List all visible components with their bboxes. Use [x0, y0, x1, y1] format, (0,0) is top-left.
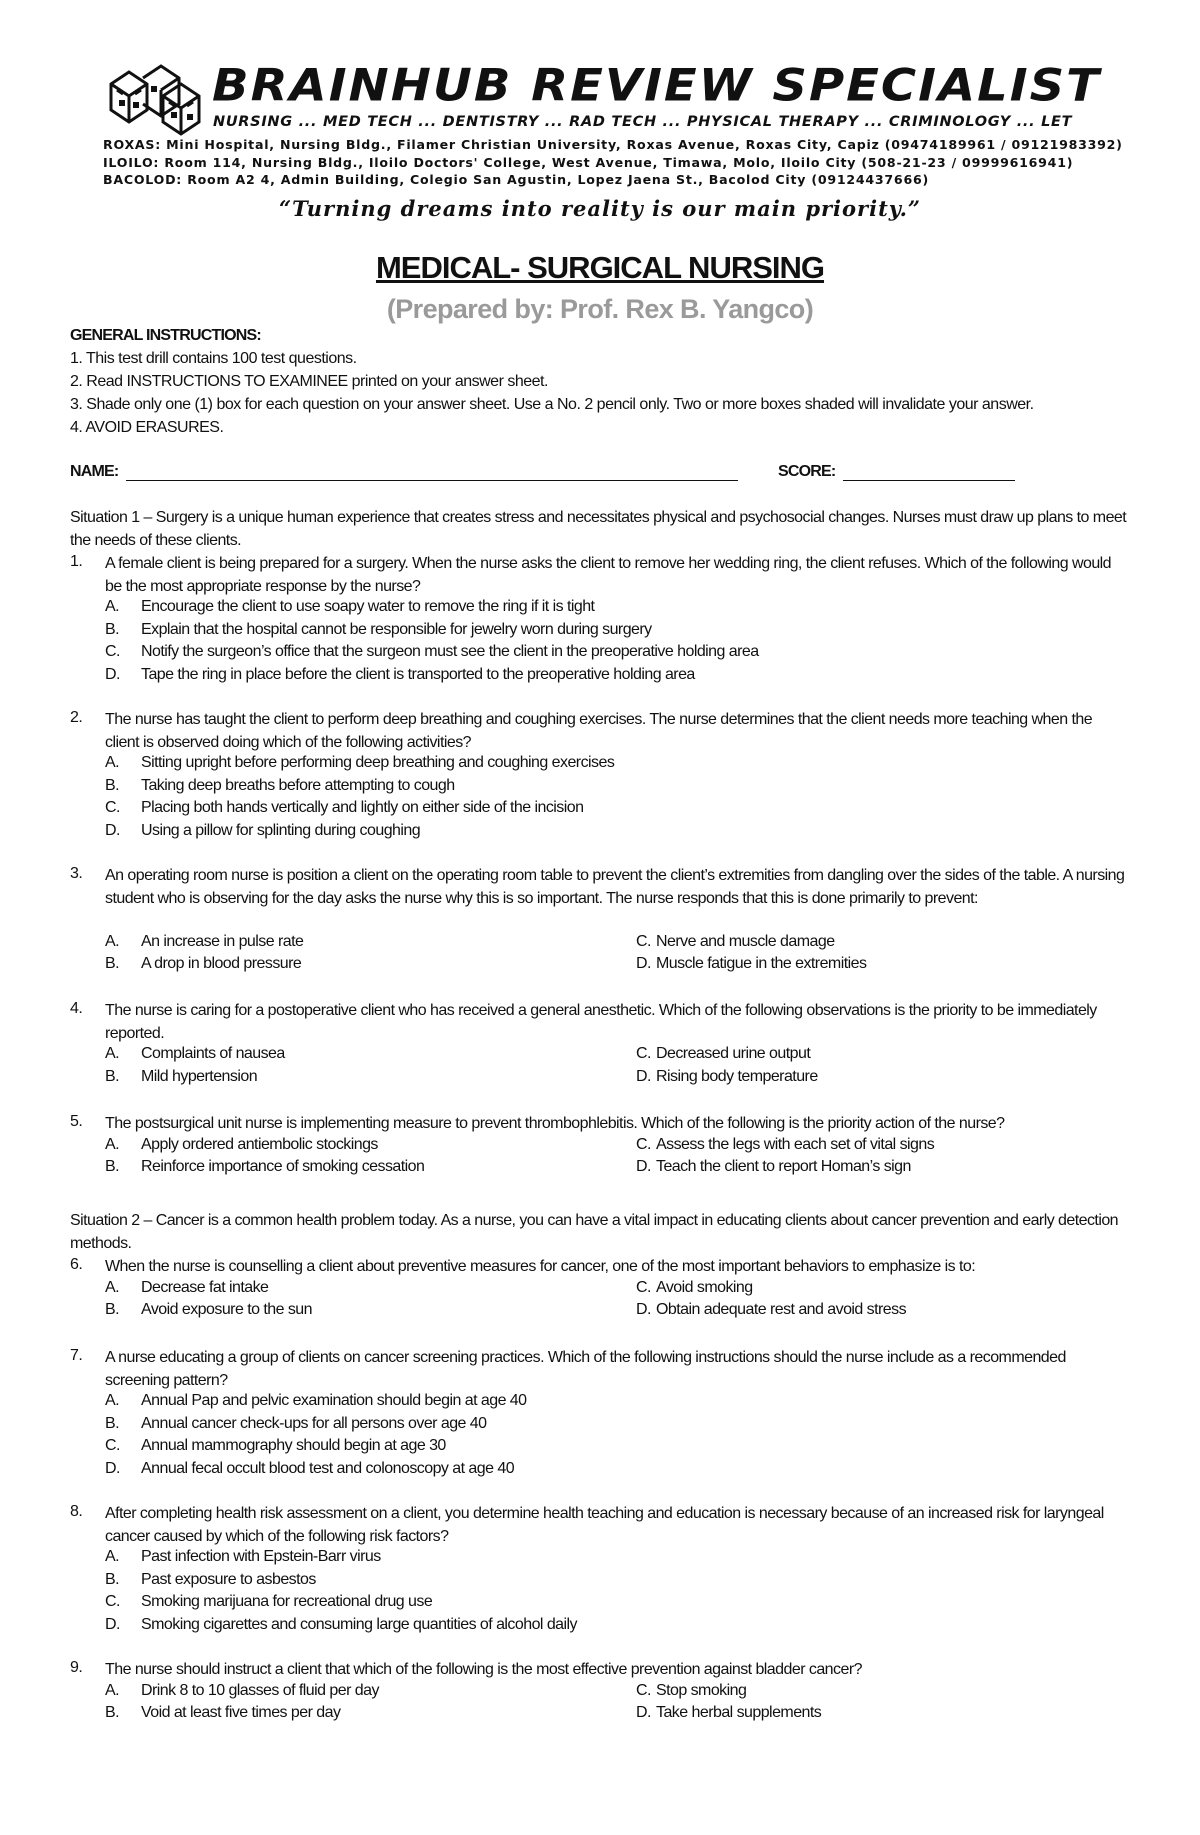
option-text: Annual cancer check-ups for all persons over age 40 — [141, 1414, 487, 1432]
question-stem: The nurse has taught the client to perform deep breathing and coughing exercises. The nurse determines that the client needs more teaching when the client is observed doing which of the following activities? — [105, 711, 1093, 751]
brain-cube-logo-icon — [103, 60, 207, 140]
option-letter: D. — [105, 666, 120, 683]
option-text: Take herbal supplements — [656, 1704, 822, 1722]
tagline: “Turning dreams into reality is our main priority.” — [279, 196, 921, 221]
course-list: NURSING ... MED TECH ... DENTISTRY ... RAD TECH ... PHYSICAL THERAPY ... CRIMINOLOGY ... LET — [213, 114, 1073, 130]
option-letter: C. — [636, 932, 651, 950]
option-text: Teach the client to report Homan’s sign — [656, 1158, 911, 1176]
option-letter: B. — [105, 620, 120, 638]
question-number: 9. — [70, 1659, 83, 1676]
general-instructions-heading: GENERAL INSTRUCTIONS: — [70, 327, 261, 344]
option-text: Smoking cigarettes and consuming large quantities of alcohol daily — [141, 1616, 577, 1633]
option-letter: A. — [105, 932, 120, 950]
option-letter: C. — [636, 1681, 651, 1699]
name-label: NAME: — [70, 463, 119, 480]
option-letter: B. — [105, 1158, 120, 1176]
question-stem: A nurse educating a group of clients on cancer screening practices. Which of the following instructions should the nurse include as a recommended screening pattern? — [105, 1349, 1066, 1389]
option-letter: A. — [105, 1392, 120, 1410]
option-text: Complaints of nausea — [141, 1045, 285, 1063]
question-stem: The nurse should instruct a client that which of the following is the most effective prevention against bladder cancer? — [105, 1661, 862, 1678]
option-text: Annual fecal occult blood test and colonoscopy at age 40 — [141, 1460, 515, 1477]
question-number: 1. — [70, 553, 83, 570]
option-letter: C. — [636, 1135, 651, 1153]
option-text: Annual Pap and pelvic examination should begin at age 40 — [141, 1392, 527, 1410]
option-letter: D. — [636, 1301, 651, 1319]
question-number: 2. — [70, 709, 83, 726]
instruction-3: 3. Shade only one (1) box for each question on your answer sheet. Use a No. 2 pencil only. Two or more boxes shaded will invalidate your answer. — [70, 396, 1034, 413]
instruction-2: 2. Read INSTRUCTIONS TO EXAMINEE printed on your answer sheet. — [70, 373, 548, 390]
option-letter: D. — [636, 955, 651, 973]
option-text: Reinforce importance of smoking cessation — [141, 1158, 425, 1176]
question-number: 6. — [70, 1256, 83, 1273]
option-letter: C. — [636, 1278, 651, 1296]
option-text: Annual mammography should begin at age 30 — [141, 1437, 446, 1455]
exam-title: MEDICAL- SURGICAL NURSING — [375, 250, 825, 285]
score-field-line[interactable] — [843, 480, 1015, 481]
option-text: Using a pillow for splinting during coughing — [141, 822, 421, 839]
option-letter: C. — [636, 1045, 651, 1063]
option-letter: C. — [105, 1437, 120, 1455]
name-field-line[interactable] — [126, 480, 738, 481]
option-letter: B. — [105, 1704, 120, 1722]
situation-2: Situation 2 – Cancer is a common health problem today. As a nurse, you can have a vital impact in educating clients about cancer prevention and early detection methods. — [70, 1212, 1119, 1252]
option-letter: B. — [105, 1570, 120, 1588]
option-letter: A. — [105, 1548, 120, 1566]
score-label: SCORE: — [778, 463, 836, 480]
option-text: Encourage the client to use soapy water to remove the ring if it is tight — [141, 598, 595, 616]
address-bacolod: BACOLOD: Room A2 4, Admin Building, Colegio San Agustin, Lopez Jaena St., Bacolod City (09124437666) — [103, 172, 929, 187]
option-letter: D. — [636, 1158, 651, 1176]
option-text: Avoid exposure to the sun — [141, 1301, 312, 1319]
option-letter: D. — [636, 1067, 651, 1085]
option-text: Muscle fatigue in the extremities — [656, 955, 867, 973]
option-text: Mild hypertension — [141, 1067, 258, 1085]
instruction-1: 1. This test drill contains 100 test questions. — [70, 350, 357, 367]
option-letter: B. — [105, 955, 120, 973]
question-stem: The postsurgical unit nurse is implementing measure to prevent thrombophlebitis. Which of the following is the priority action of the nurse? — [105, 1115, 1005, 1132]
situation-1: Situation 1 – Surgery is a unique human experience that creates stress and necessitates physical and psychosocial changes. Nurses must draw up plans to meet the needs of these clients. — [70, 509, 1127, 549]
option-text: Void at least five times per day — [141, 1704, 341, 1722]
question-number: 8. — [70, 1503, 83, 1520]
option-text: Past infection with Epstein-Barr virus — [141, 1548, 381, 1566]
option-text: A drop in blood pressure — [141, 955, 302, 973]
option-text: Notify the surgeon’s office that the surgeon must see the client in the preoperative holding area — [141, 643, 759, 661]
option-text: Avoid smoking — [656, 1278, 753, 1296]
option-text: Tape the ring in place before the client is transported to the preoperative holding area — [141, 666, 695, 683]
question-stem: The nurse is caring for a postoperative client who has received a general anesthetic. Which of the following observations is the priority to be immediately reported. — [105, 1002, 1097, 1042]
question-number: 4. — [70, 1000, 83, 1017]
option-letter: B. — [105, 776, 120, 794]
option-letter: B. — [105, 1414, 120, 1432]
option-letter: D. — [105, 822, 120, 839]
option-letter: C. — [105, 799, 120, 817]
brand-name: BRAINHUB REVIEW SPECIALIST — [212, 60, 1101, 112]
option-letter: A. — [105, 1045, 120, 1063]
option-letter: B. — [105, 1067, 120, 1085]
option-letter: C. — [105, 1593, 120, 1611]
option-text: Assess the legs with each set of vital signs — [656, 1135, 935, 1153]
option-text: Past exposure to asbestos — [141, 1570, 316, 1588]
option-text: Stop smoking — [656, 1681, 747, 1699]
question-number: 5. — [70, 1113, 83, 1130]
question-stem: After completing health risk assessment on a client, you determine health teaching and education is necessary because of an increased risk for laryngeal cancer caused by which of the following risk factors? — [105, 1505, 1104, 1545]
question-number: 3. — [70, 865, 83, 882]
question-stem: When the nurse is counselling a client about preventive measures for cancer, one of the most important behaviors to emphasize is to: — [105, 1258, 976, 1275]
option-letter: B. — [105, 1301, 120, 1319]
option-letter: A. — [105, 598, 120, 616]
option-text: Smoking marijuana for recreational drug use — [141, 1593, 433, 1611]
option-text: Apply ordered antiembolic stockings — [141, 1135, 378, 1153]
option-letter: A. — [105, 1681, 120, 1699]
option-text: Rising body temperature — [656, 1067, 818, 1085]
option-text: Placing both hands vertically and lightly on either side of the incision — [141, 799, 584, 817]
question-stem: A female client is being prepared for a surgery. When the nurse asks the client to remove her wedding ring, the client refuses. Which of the following would be the most appropriate response by the nurse? — [105, 555, 1112, 595]
prepared-by: (Prepared by: Prof. Rex B. Yangco) — [386, 294, 814, 324]
option-letter: A. — [105, 754, 120, 772]
option-letter: A. — [105, 1278, 120, 1296]
address-iloilo: ILOILO: Room 114, Nursing Bldg., Iloilo Doctors' College, West Avenue, Timawa, Molo, Iloilo City (508-21-23 / 09999616941) — [103, 155, 1074, 170]
option-text: Sitting upright before performing deep breathing and coughing exercises — [141, 754, 615, 772]
option-text: Obtain adequate rest and avoid stress — [656, 1301, 907, 1319]
option-text: Nerve and muscle damage — [656, 932, 835, 950]
instruction-4: 4. AVOID ERASURES. — [70, 419, 224, 436]
option-letter: D. — [105, 1460, 120, 1477]
option-text: Taking deep breaths before attempting to cough — [141, 776, 455, 794]
option-letter: A. — [105, 1135, 120, 1153]
option-text: Drink 8 to 10 glasses of fluid per day — [141, 1681, 379, 1699]
question-stem: An operating room nurse is position a client on the operating room table to prevent the client’s extremities from dangling over the sides of the table. A nursing student who is observing for the day asks the nurse why this is so important. The nurse responds that this is done primarily to prevent: — [105, 867, 1125, 907]
option-text: An increase in pulse rate — [141, 932, 304, 950]
address-roxas: ROXAS: Mini Hospital, Nursing Bldg., Filamer Christian University, Roxas Avenue, Roxas City, Capiz (09474189961 / 09121983392) — [103, 137, 1123, 152]
option-letter: C. — [105, 643, 120, 661]
option-text: Explain that the hospital cannot be responsible for jewelry worn during surgery — [141, 620, 652, 638]
option-text: Decrease fat intake — [141, 1278, 269, 1296]
option-letter: D. — [636, 1704, 651, 1722]
option-letter: D. — [105, 1616, 120, 1633]
option-text: Decreased urine output — [656, 1045, 811, 1063]
question-number: 7. — [70, 1347, 83, 1364]
